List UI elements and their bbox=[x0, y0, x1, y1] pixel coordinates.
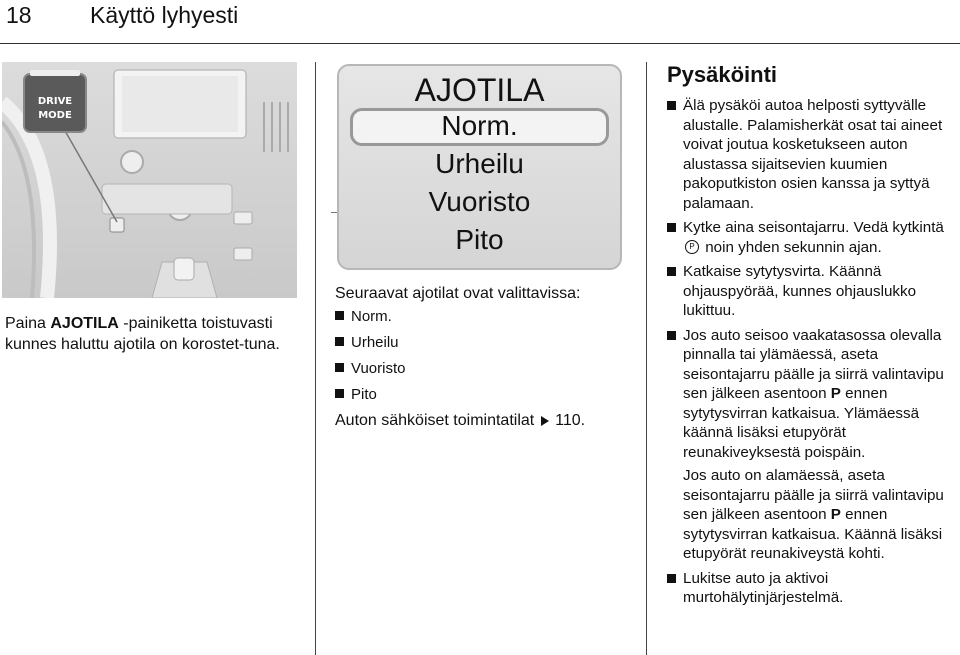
list-item: Pito bbox=[335, 384, 635, 405]
list-item: Jos auto seisoo vaakatasossa olevalla pinnalla tai ylämäessä, aseta seisontajarru päälle ja siirrä valintavipu sen jälkeen asentoon P ennen sytytysvirran katkaisua. Ylämäessä käännä lisäksi etupyörät reunakiveyksestä poispäin. Jos auto on alamäessä, aseta seisontajarru päälle ja siirrä valintavipu sen jälkeen asentoon P ennen sytytysvirran katkaisua. Käännä lisäksi etupyörät reunakiveystä kohti. bbox=[667, 326, 960, 564]
list-item: Katkaise sytytysvirta. Käännä ohjauspyörää, kunnes ohjauslukko lukittuu. bbox=[667, 262, 960, 321]
page-number: 18 bbox=[6, 2, 32, 28]
list-item: Norm. bbox=[335, 306, 635, 327]
drive-mode-display bbox=[337, 64, 622, 270]
page-reference: Auton sähköiset toimintatilat 110. bbox=[335, 412, 586, 429]
drive-label: DRIVE bbox=[37, 96, 73, 107]
header-divider bbox=[0, 43, 960, 44]
list-item: Älä pysäköi autoa helposti syttyvälle alustalle. Palamisherkät osat tai aineet voivat joutua kosketukseen auton alustassa sijaitsevien kuumien pakoputkiston osien kanssa ja syttyä palamaan. bbox=[667, 96, 960, 213]
left-caption: Paina AJOTILA -painiketta toistuvasti kunnes haluttu ajotila on korostet-tuna. bbox=[5, 315, 280, 353]
display-option-pito: Pito bbox=[455, 224, 504, 255]
page-title: Käyttö lyhyesti bbox=[90, 2, 239, 28]
mode-label: MODE bbox=[38, 110, 72, 121]
reference-arrow-icon bbox=[541, 416, 549, 426]
drive-mode-list bbox=[335, 306, 635, 405]
display-option-vuoristo: Vuoristo bbox=[428, 186, 531, 217]
parking-instructions-list bbox=[667, 96, 960, 613]
list-item: Urheilu bbox=[335, 332, 635, 353]
list-item: Lukitse auto ja aktivoi murtohälytinjärjestelmä. bbox=[667, 569, 960, 608]
parking-brake-icon: P bbox=[685, 240, 699, 254]
page-header bbox=[0, 0, 960, 44]
column-divider-left bbox=[315, 62, 316, 655]
list-item: Kytke aina seisontajarru. Vedä kytkintä P noin yhden sekunnin ajan. bbox=[667, 218, 960, 257]
ajotila-keyword: AJOTILA bbox=[50, 315, 119, 332]
list-item: Vuoristo bbox=[335, 358, 635, 379]
drive-mode-list-block bbox=[335, 283, 635, 431]
display-option-urheilu: Urheilu bbox=[435, 148, 524, 179]
drive-mode-intro: Seuraavat ajotilat ovat valittavissa: bbox=[335, 285, 581, 302]
column-divider-right bbox=[646, 62, 647, 655]
display-title: AJOTILA bbox=[414, 72, 545, 108]
section-heading: Pysäköinti bbox=[667, 62, 778, 87]
display-option-norm: Norm. bbox=[441, 110, 518, 141]
center-console-illustration bbox=[2, 62, 297, 298]
downhill-paragraph: Jos auto on alamäessä, aseta seisontajarru päälle ja siirrä valintavipu sen jälkeen asentoon P ennen sytytysvirran katkaisua. Käännä lisäksi etupyörät reunakiveystä kohti. bbox=[683, 467, 944, 562]
